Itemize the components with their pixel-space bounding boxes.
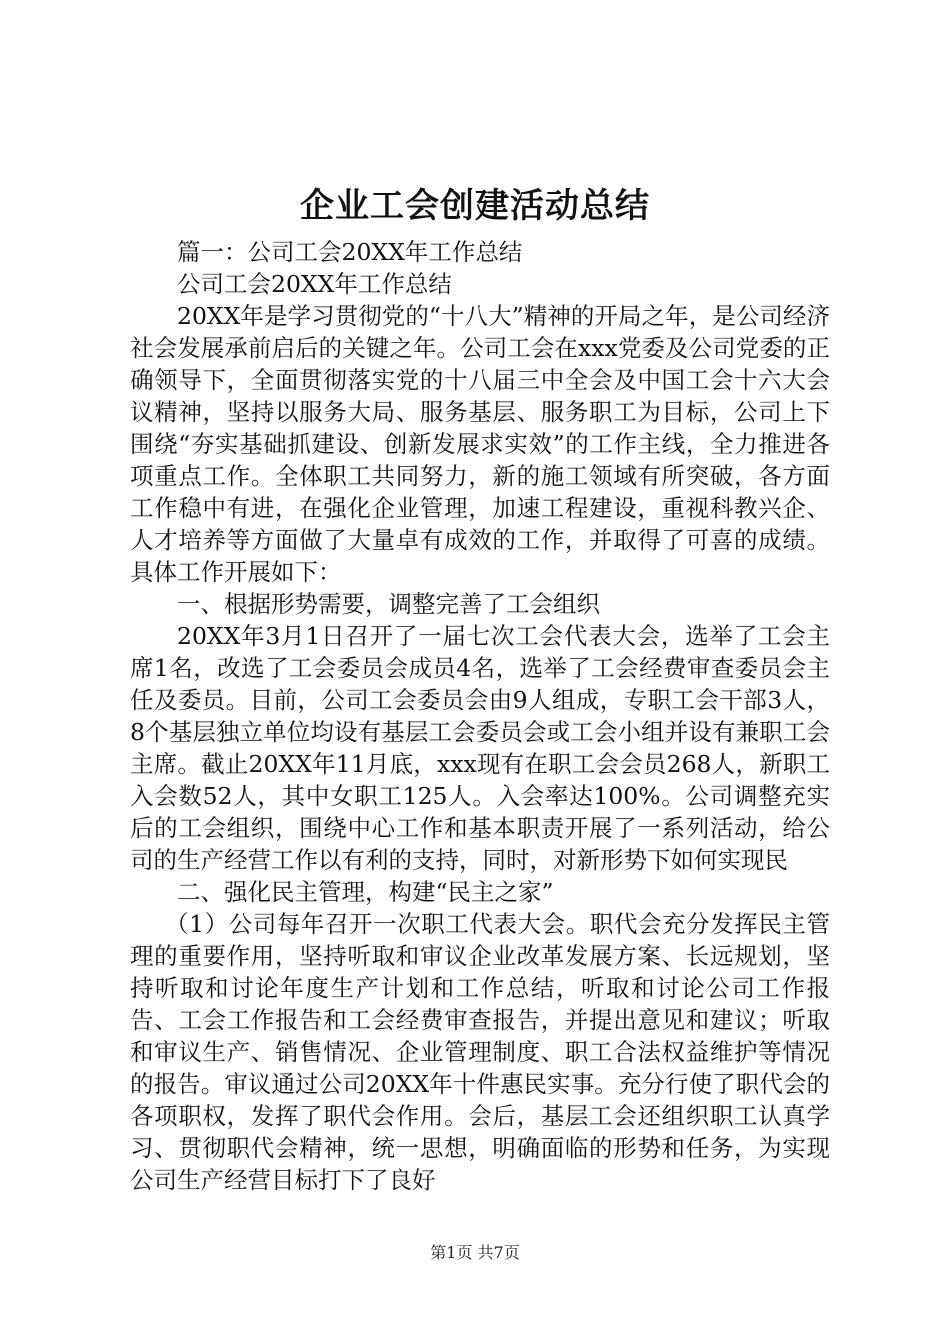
section-heading-2: 二、强化民主管理，构建“民主之家” bbox=[177, 878, 554, 906]
intro-paragraph: 20XX年是学习贯彻党的“十八大”精神的开局之年，是公司经济社会发展承前启后的关键之年。公司工会在xxx党委及公司党委的正确领导下，全面贯彻落实党的十八届三中全会及中国工会十六大会议精神，坚持以服务大局、服务基层、服务职工为目标，公司上下围绕“夯实基础抓建设、创新发展求实效”的工作主线，全力推进各项重点工作。全体职工共同努力，新的施工领域有所突破，各方面工作稳中有进，在强化企业管理，加速工程建设，重视科教兴企、人才培养等方面做了大量卓有成效的工作，并取得了可喜的成绩。具体工作开展如下： bbox=[130, 302, 830, 586]
section-heading-1: 一、根据形势需要，调整完善了工会组织 bbox=[177, 590, 600, 618]
page-footer: 第1页 共7页 bbox=[430, 1243, 520, 1262]
chapter-heading: 篇一：公司工会20XX年工作总结 bbox=[177, 238, 523, 266]
report-title: 公司工会20XX年工作总结 bbox=[177, 270, 452, 298]
section-1-paragraph: 20XX年3月1日召开了一届七次工会代表大会，选举了工会主席1名，改选了工会委员会成员4名，选举了工会经费审查委员会主任及委员。目前，公司工会委员会由9人组成，专职工会干部3人，8个基层独立单位均设有基层工会委员会或工会小组并设有兼职工会主席。截止20XX年11月底，xxx现有在职工会会员268人，新职工入会数52人，其中女职工125人。入会率达100%。公司调整充实后的工会组织，围绕中心工作和基本职责开展了一系列活动，给公司的生产经营工作以有利的支持，同时，对新形势下如何实现民 bbox=[130, 622, 830, 874]
document-title: 企业工会创建活动总结 bbox=[300, 186, 650, 226]
section-2-paragraph: （1）公司每年召开一次职工代表大会。职代会充分发挥民主管理的重要作用，坚持听取和审议企业改革发展方案、长远规划，坚持听取和讨论年度生产计划和工作总结，听取和讨论公司工作报告、工会工作报告和工会经费审查报告，并提出意见和建议；听取和审议生产、销售情况、企业管理制度、职工合法权益维护等情况的报告。审议通过公司20XX年十件惠民实事。充分行使了职代会的各项职权，发挥了职代会作用。会后，基层工会还组织职工认真学习、贯彻职代会精神，统一思想，明确面临的形势和任务，为实现公司生产经营目标打下了良好 bbox=[130, 910, 830, 1194]
document-body bbox=[130, 236, 830, 1196]
